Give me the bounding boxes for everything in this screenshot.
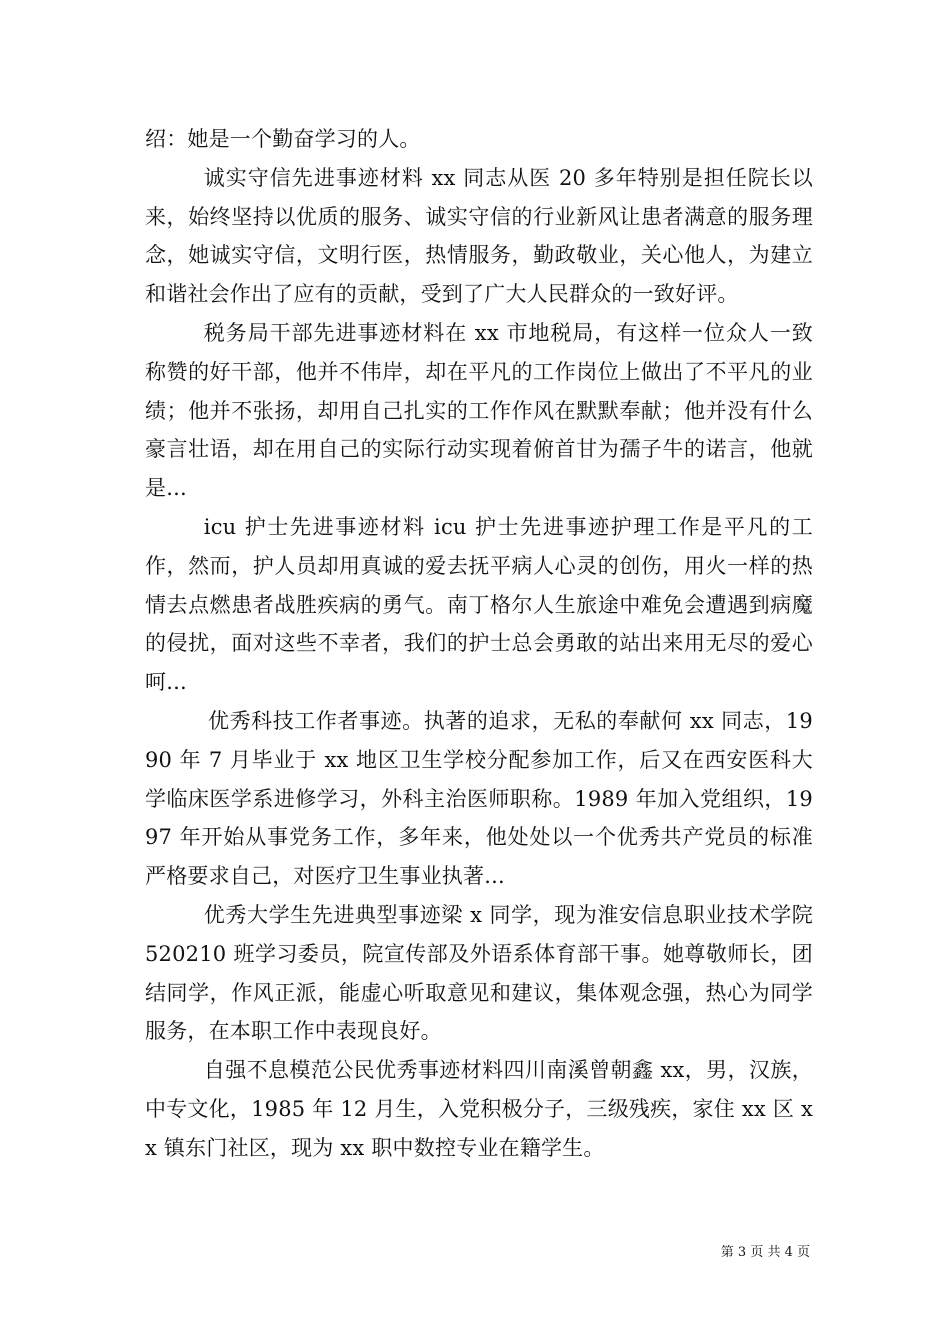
paragraph-citizen-deeds: 自强不息模范公民优秀事迹材料四川南溪曾朝鑫 xx，男，汉族，中专文化，1985 年 12 月生，入党积极分子，三级残疾，家住 xx 区 xx 镇东门社区，现为 xx 职中数控专业在籍学生。: [145, 1058, 813, 1160]
document-body: [145, 120, 813, 1168]
paragraph-tax-bureau-deeds: 税务局干部先进事迹材料在 xx 市地税局，有这样一位众人一致称赞的好干部，他并不伟岸，却在平凡的工作岗位上做出了不平凡的业绩；他并不张扬，却用自己扎实的工作作风在默默奉献；他并没有什么豪言壮语，却在用自己的实际行动实现着俯首甘为孺子牛的诺言，他就是...: [145, 320, 813, 501]
paragraph-student-deeds: 优秀大学生先进典型事迹梁 x 同学，现为淮安信息职业技术学院 520210 班学习委员，院宣传部及外语系体育部干事。她尊敬师长，团结同学，作风正派，能虚心听取意见和建议，集体观念强，热心为同学服务，在本职工作中表现良好。: [145, 902, 813, 1044]
page-number: 第 3 页 共 4 页: [720, 1245, 810, 1260]
paragraph-honesty-deeds: 诚实守信先进事迹材料 xx 同志从医 20 多年特别是担任院长以来，始终坚持以优质的服务、诚实守信的行业新风让患者满意的服务理念，她诚实守信，文明行医，热情服务，勤政敬业，关心他人，为建立和谐社会作出了应有的贡献，受到了广大人民群众的一致好评。: [145, 165, 813, 307]
paragraph-icu-nurse-deeds: icu 护士先进事迹材料 icu 护士先进事迹护理工作是平凡的工作，然而，护人员却用真诚的爱去抚平病人心灵的创伤，用火一样的热情去点燃患者战胜疾病的勇气。南丁格尔人生旅途中难免会遭遇到病魔的侵扰，面对这些不幸者，我们的护士总会勇敢的站出来用无尽的爱心呵...: [145, 514, 813, 695]
paragraph-continuation: 绍：她是一个勤奋学习的人。: [145, 127, 421, 151]
paragraph-tech-worker-deeds: 优秀科技工作者事迹。执著的追求，无私的奉献何 xx 同志，1990 年 7 月毕业于 xx 地区卫生学校分配参加工作，后又在西安医科大学临床医学系进修学习，外科主治医师职称。1989 年加入党组织，1997 年开始从事党务工作，多年来，他处处以一个优秀共产党员的标准严格要求自己，对医疗卫生事业执著...: [145, 708, 813, 889]
